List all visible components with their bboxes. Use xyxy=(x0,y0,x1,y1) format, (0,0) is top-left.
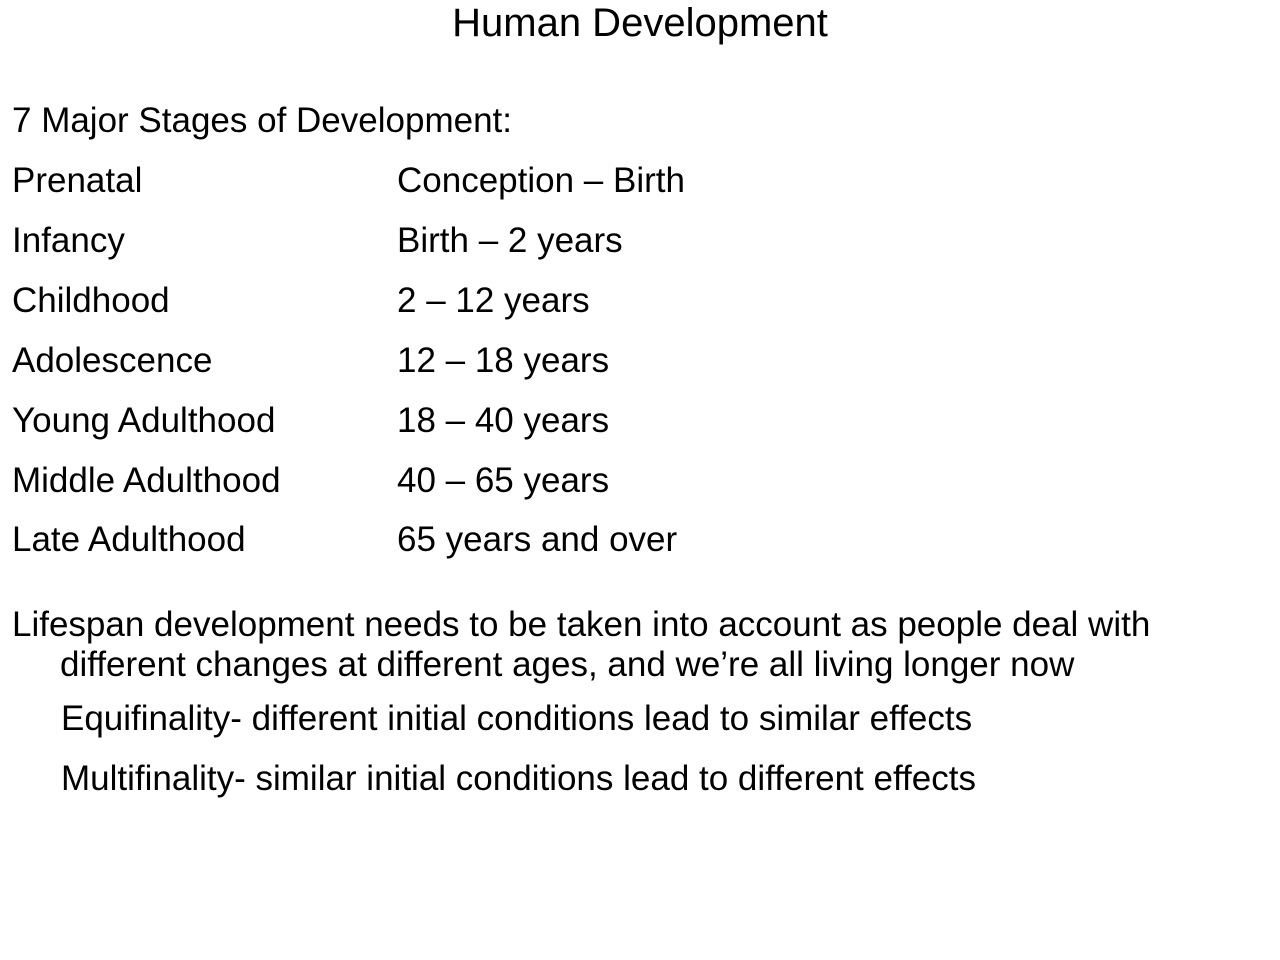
stage-row xyxy=(0,461,1280,501)
stage-range: Birth – 2 years xyxy=(397,221,623,260)
stage-range: 65 years and over xyxy=(397,520,678,559)
stage-range: Conception – Birth xyxy=(397,161,685,200)
stage-row xyxy=(0,401,1280,441)
lifespan-paragraph: Lifespan development needs to be taken into account as people deal with different changes at different ages, and we’re all living longer now xyxy=(12,605,1151,684)
stage-range: 12 – 18 years xyxy=(397,341,610,380)
stages-heading: 7 Major Stages of Development: xyxy=(12,101,512,140)
stage-range: 2 – 12 years xyxy=(397,281,590,320)
stage-name: Prenatal xyxy=(12,161,143,200)
stage-row xyxy=(0,161,1280,201)
stage-name: Childhood xyxy=(12,281,170,320)
slide-title: Human Development xyxy=(452,1,828,45)
stage-range: 18 – 40 years xyxy=(397,401,610,440)
multifinality-text: Multifinality- similar initial conditions lead to different effects xyxy=(61,759,976,798)
equifinality-text: Equifinality- different initial conditions lead to similar effects xyxy=(61,699,973,738)
stage-name: Young Adulthood xyxy=(12,401,276,440)
stage-row xyxy=(0,520,1280,560)
stage-row xyxy=(0,281,1280,321)
stage-name: Middle Adulthood xyxy=(12,461,281,500)
stage-name: Infancy xyxy=(12,221,125,260)
stage-row xyxy=(0,341,1280,381)
stage-row xyxy=(0,221,1280,261)
stage-range: 40 – 65 years xyxy=(397,461,610,500)
stage-name: Late Adulthood xyxy=(12,520,246,559)
stage-name: Adolescence xyxy=(12,341,213,380)
